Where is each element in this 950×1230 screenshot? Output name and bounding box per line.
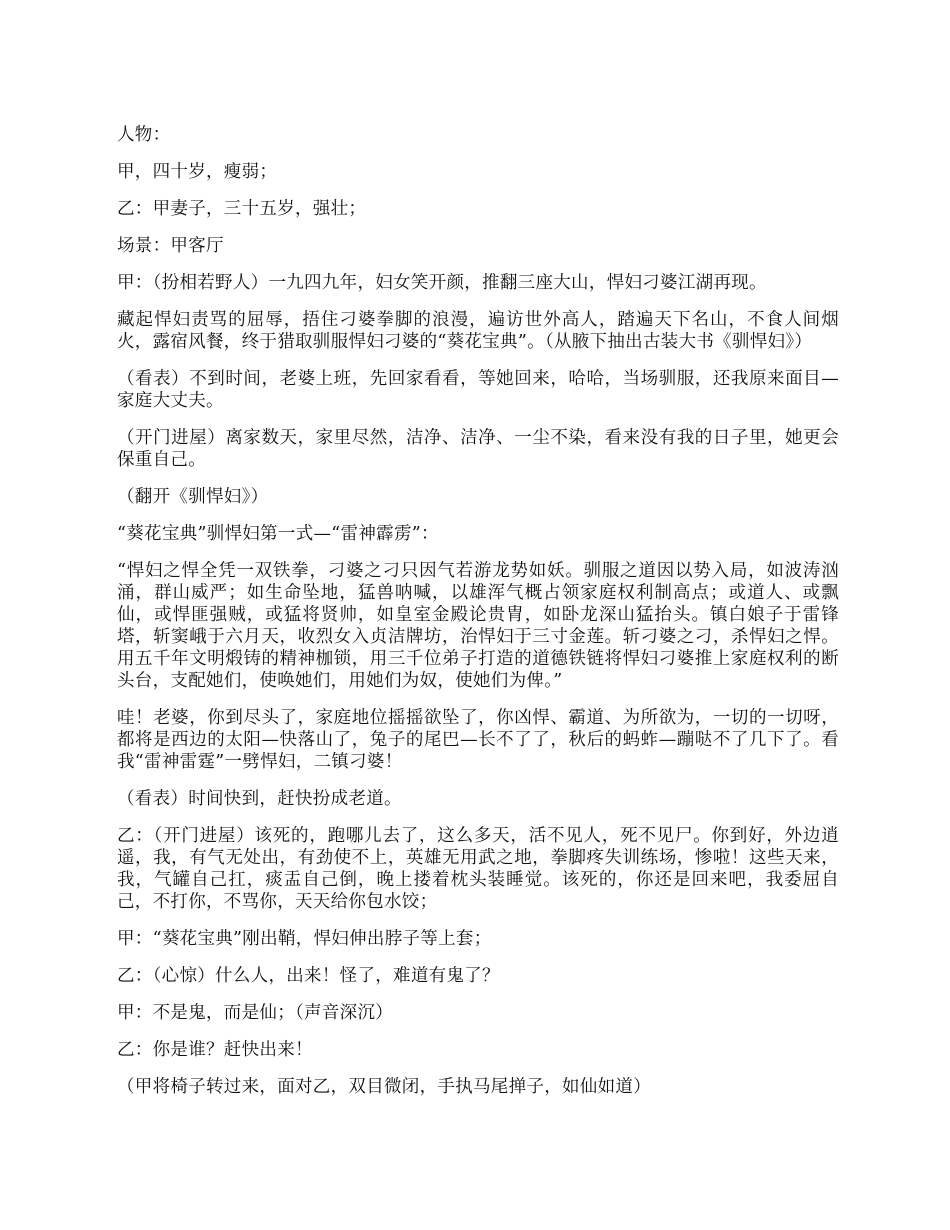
paragraph-dialogue: （开门进屋）离家数天，家里尽然，洁净、洁净、一尘不染，看来没有我的日子里，她更会保重自己。	[117, 428, 839, 470]
paragraph-quoted-text: “悍妇之悍全凭一双铁拳，刁婆之刁只因气若游龙势如妖。驯服之道因以势入局，如波涛汹涌，群山威严；如生命坠地，猛兽呐喊，以雄浑气概占领家庭权利制高点；或道人、或飘仙，或悍匪强贼，或猛将贤帅，如皇室金殿论贵胄，如卧龙深山猛抬头。镇白娘子于雷锋塔，斩窦峨于六月天，收烈女入贞洁牌坊，治悍妇于三寸金莲。斩刁婆之刁，杀悍妇之悍。用五千年文明煅铸的精神枷锁，用三千位弟子打造的道德铁链将悍妇刁婆推上家庭权利的断头台，支配她们，使唤她们，用她们为奴，使她们为俾。”	[117, 561, 839, 691]
paragraph-characters-heading: 人物：	[117, 125, 171, 145]
paragraph-dialogue: 甲：不是鬼，而是仙；（声音深沉）	[117, 1003, 394, 1023]
paragraph-stage-direction: （甲将椅子转过来，面对乙，双目微闭，手执马尾掸子，如仙如道）	[117, 1077, 651, 1097]
paragraph-dialogue: 哇！老婆，你到尽头了，家庭地位摇摇欲坠了，你凶悍、霸道、为所欲为，一切的一切呀，都将是西边的太阳—快落山了，兔子的尾巴—长不了了，秋后的蚂蚱—蹦哒不了几下了。看我“雷神雷霆”一劈悍妇，二镇刁婆！	[117, 708, 839, 772]
paragraph-dialogue: 藏起悍妇责骂的屈辱，捂住刁婆拳脚的浪漫，遍访世外高人，踏遍天下名山，不食人间烟火，露宿风餐，终于猎取驯服悍妇刁婆的“葵花宝典”。（从腋下抽出古装大书《驯悍妇》）	[117, 310, 839, 352]
paragraph-dialogue: 乙：（心惊）什么人，出来！怪了，难道有鬼了？	[117, 966, 500, 986]
paragraph-dialogue: 甲：“葵花宝典”刚出鞘，悍妇伸出脖子等上套；	[117, 929, 492, 949]
paragraph-dialogue: （看表）不到时间，老婆上班，先回家看看，等她回来，哈哈，当场驯服，还我原来面目—家庭大丈夫。	[117, 369, 839, 411]
paragraph-dialogue: 甲：（扮相若野人）一九四九年，妇女笑开颜，推翻三座大山，悍妇刁婆江湖再现。	[117, 273, 767, 293]
paragraph-character-jia: 甲，四十岁，瘦弱；	[117, 162, 278, 182]
paragraph-stage-direction: （看表）时间快到，赶快扮成老道。	[117, 789, 402, 809]
script-text-body	[117, 124, 839, 1113]
paragraph-dialogue: 乙：（开门进屋）该死的，跑哪儿去了，这么多天，活不见人，死不见尸。你到好，外边逍遥，我，有气无处出，有劲使不上，英雄无用武之地，拳脚疼失训练场，惨啦！这些天来，我，气罐自己扛，痰盂自己倒，晚上搂着枕头装睡觉。该死的，你还是回来吧，我委屈自己，不打你，不骂你，天天给你包水饺；	[117, 826, 839, 912]
paragraph-stage-direction: （翻开《驯悍妇》）	[117, 487, 269, 507]
paragraph-scene: 场景：甲客厅	[117, 236, 224, 256]
paragraph-character-yi: 乙：甲妻子，三十五岁，强壮；	[117, 199, 367, 219]
paragraph-dialogue: 乙：你是谁？赶快出来！	[117, 1040, 313, 1060]
paragraph-dialogue: “葵花宝典”驯悍妇第一式—“雷神霹雳”：	[117, 524, 439, 544]
